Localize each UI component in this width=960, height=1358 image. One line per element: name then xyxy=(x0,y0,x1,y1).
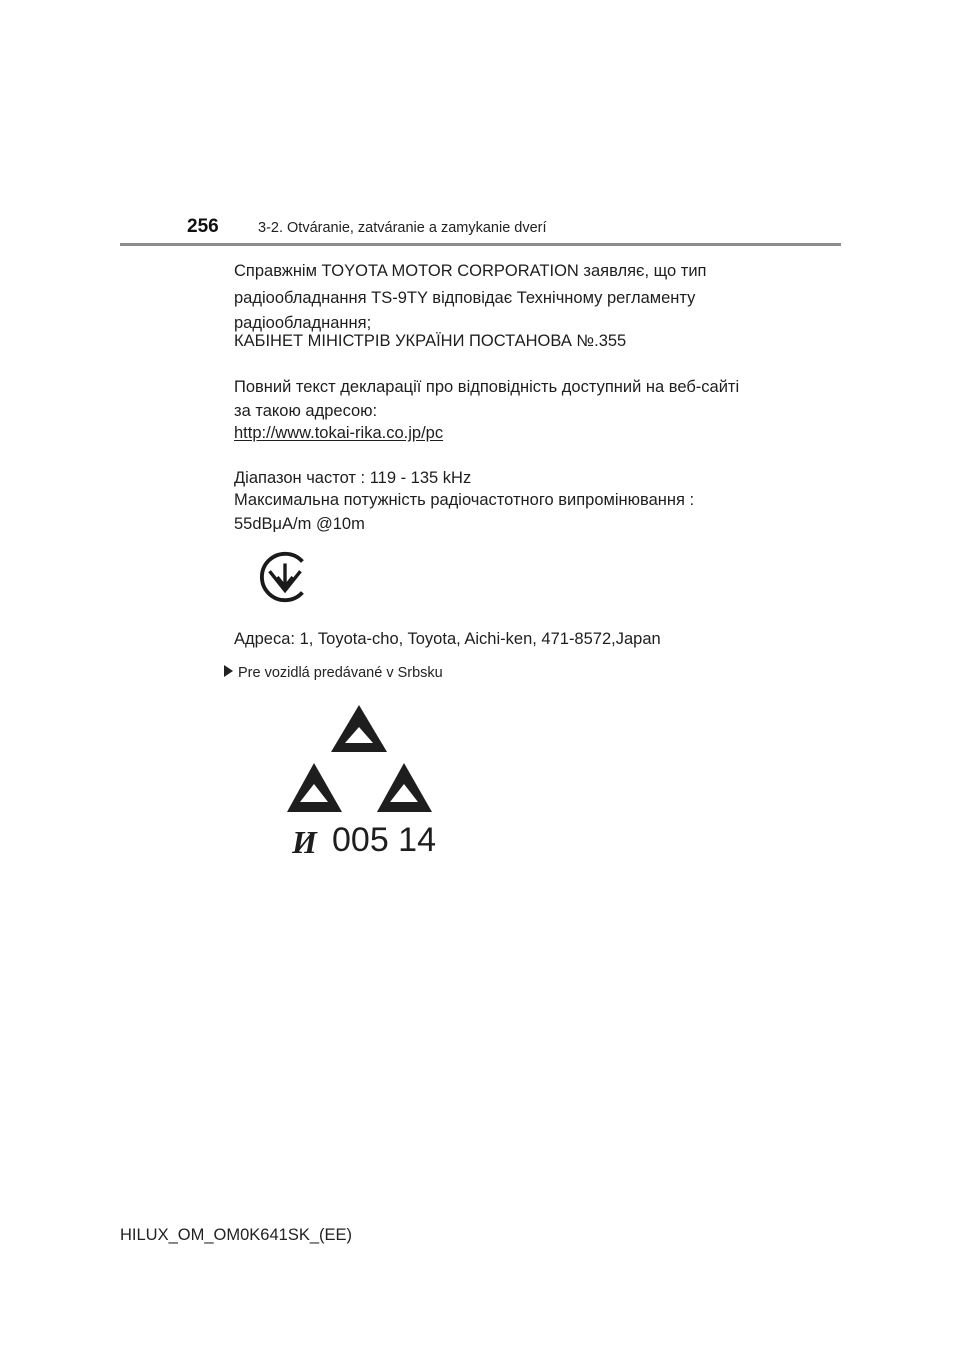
declaration-line: Повний текст декларації про відповідність доступний на веб-сайті xyxy=(234,378,740,396)
section-title: 3-2. Otváranie, zatváranie a zamykanie dverí xyxy=(258,220,547,236)
serbia-bullet-text: Pre vozidlá predávané v Srbsku xyxy=(238,665,443,681)
page-number: 256 xyxy=(187,216,219,237)
serbia-bullet xyxy=(224,665,443,681)
declaration-line: за такою адресою: xyxy=(234,402,378,420)
declaration-line: радіообладнання; xyxy=(234,314,372,332)
declaration-line: Діапазон частот : 119 - 135 kHz xyxy=(234,469,472,487)
declaration-line: Максимальна потужність радіочастотного випромінювання : xyxy=(234,491,695,509)
declaration-line: Справжнім TOYOTA MOTOR CORPORATION заявляє, що тип xyxy=(234,262,707,280)
declaration-url-link[interactable]: http://www.tokai-rika.co.jp/pc xyxy=(234,424,444,442)
declaration-address: Адреса: 1, Toyota-cho, Toyota, Aichi-ken, 471-8572,Japan xyxy=(234,630,661,648)
serbia-mark-letter: И xyxy=(292,824,317,860)
header-rule xyxy=(120,243,841,246)
serbia-triangles-mark-icon xyxy=(284,700,436,860)
declaration-line: 55dBμA/m @10m xyxy=(234,515,365,533)
ukraine-conformity-mark-icon xyxy=(256,548,314,606)
footer-document-code: HILUX_OM_OM0K641SK_(EE) xyxy=(120,1226,353,1244)
declaration-line: КАБІНЕТ МІНІСТРІВ УКРАЇНИ ПОСТАНОВА №.355 xyxy=(234,332,627,350)
declaration-line: радіообладнання TS-9TY відповідає Технічному регламенту xyxy=(234,289,696,307)
bullet-arrow-icon xyxy=(224,665,233,677)
serbia-mark-code: 005 14 xyxy=(332,821,436,859)
